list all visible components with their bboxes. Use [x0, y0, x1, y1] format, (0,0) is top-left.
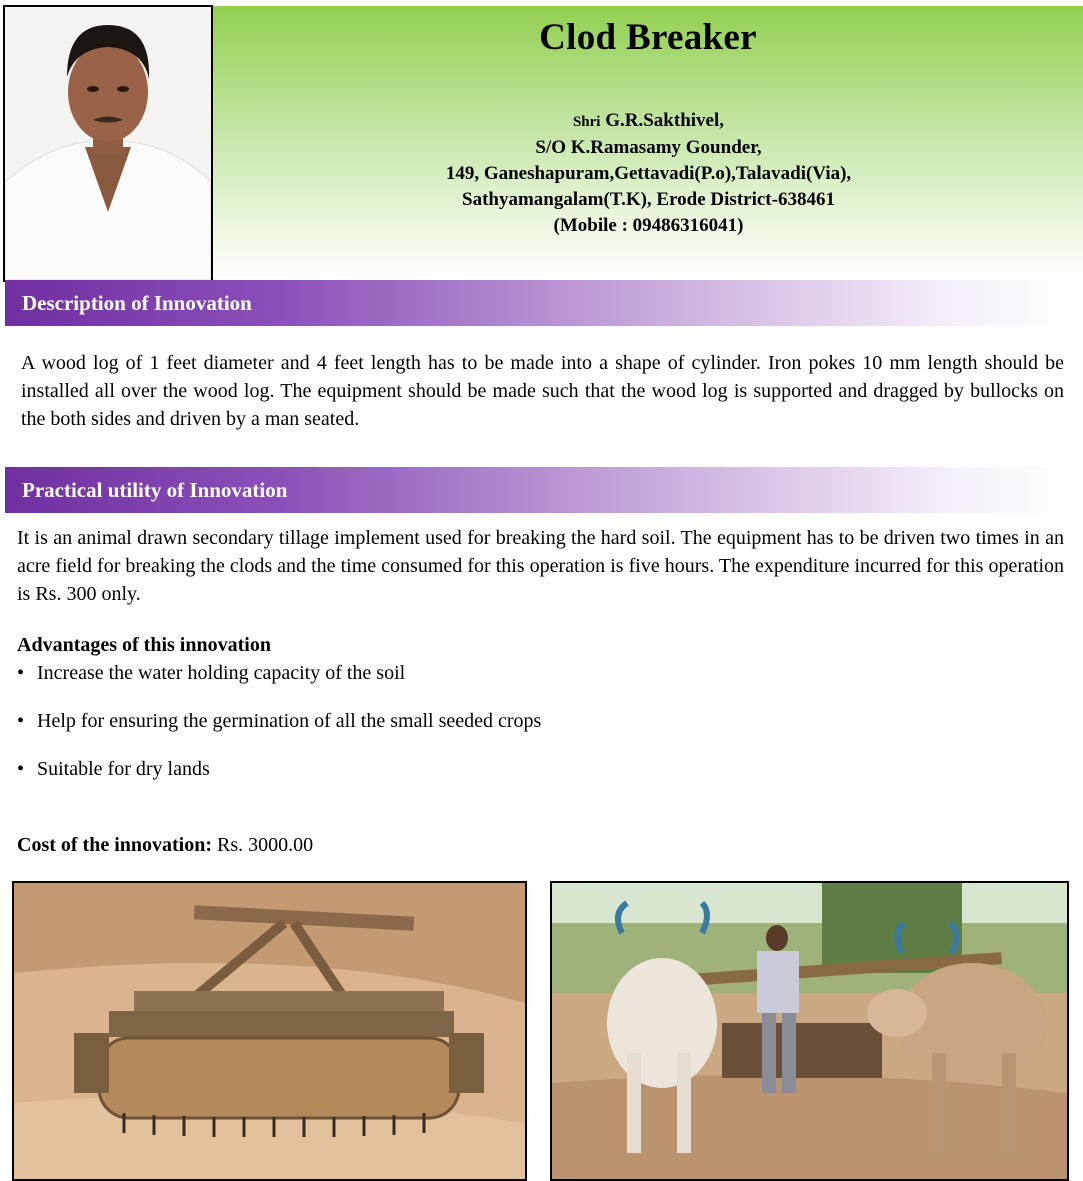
address-line-name: [176, 108, 1083, 135]
advantage-text: Suitable for dry lands: [37, 758, 210, 780]
bullet-icon: •: [17, 662, 25, 684]
page-title: Clod Breaker: [539, 17, 757, 58]
address-line-2: S/O K.Ramasamy Gounder,: [535, 137, 762, 158]
description-heading: Description of Innovation: [22, 291, 252, 315]
advantage-text: Help for ensuring the germination of all the small seeded crops: [37, 710, 542, 732]
address-line-5: (Mobile : 09486316041): [553, 215, 744, 236]
description-text: A wood log of 1 feet diameter and 4 feet length has to be made into a shape of cylinder. Iron pokes 10 mm length should be installed all over the wood log. The equipment should be made such that the wood log is supported and dragged by bullocks on the both sides and driven by a man seated.: [21, 352, 1064, 430]
advantages-title: Advantages of this innovation: [17, 634, 271, 656]
address-prefix: Shri: [572, 114, 601, 130]
address-name: G.R.Sakthivel,: [605, 110, 725, 131]
cost-label: Cost of the innovation:: [17, 834, 213, 856]
cost-value: Rs. 3000.00: [217, 834, 314, 856]
bullet-icon: •: [17, 758, 25, 780]
utility-heading-bar: [5, 467, 1083, 513]
advantage-item: [17, 710, 541, 733]
advantage-text: Increase the water holding capacity of the soil: [37, 662, 406, 684]
utility-heading: Practical utility of Innovation: [22, 478, 288, 502]
utility-text: It is an animal drawn secondary tillage implement used for breaking the hard soil. The equipment has to be driven two times in an acre field for breaking the clods and the time consumed for this operation is five hours. The expenditure incurred for this operation is Rs. 300 only.: [17, 527, 1064, 605]
cost-line: [17, 834, 313, 857]
bullet-icon: •: [17, 710, 25, 732]
advantage-item: [17, 758, 210, 781]
address-line-4: Sathyamangalam(T.K), Erode District-638461: [462, 189, 835, 210]
innovator-address: [176, 108, 1083, 239]
bullocks-field-photo: [550, 881, 1069, 1181]
clod-breaker-photo: [12, 881, 527, 1181]
description-heading-bar: [5, 280, 1083, 326]
advantage-item: [17, 662, 405, 685]
address-line-3: 149, Ganeshapuram,Gettavadi(P.o),Talavadi(Via),: [445, 163, 852, 184]
